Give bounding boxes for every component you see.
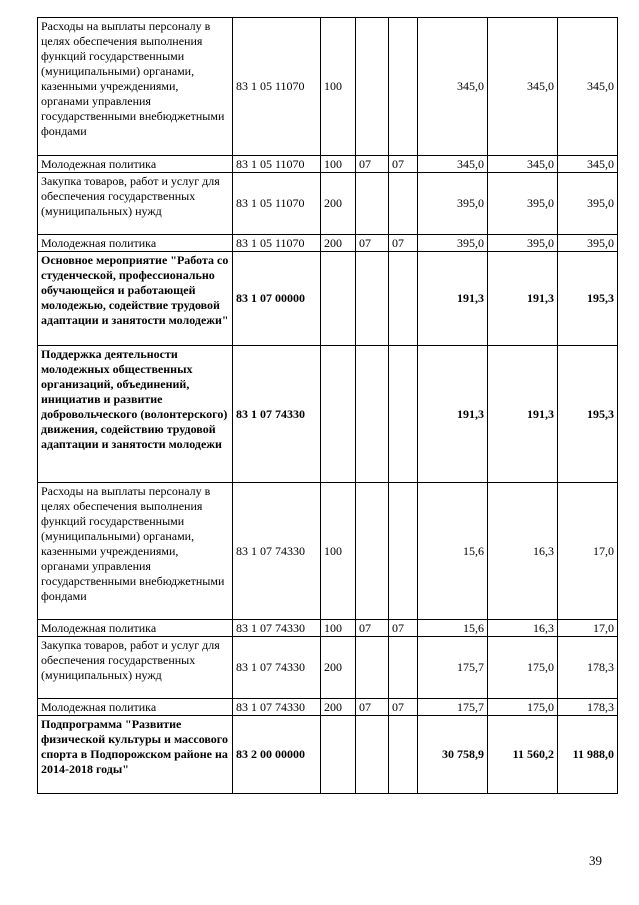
table-row [38,346,618,483]
row-vr: 100 [321,18,356,156]
row-rz: 07 [356,235,389,252]
row-sum-1: 15,6 [418,620,488,637]
table-row [38,173,618,235]
row-sum-3: 17,0 [558,620,618,637]
row-sum-2: 16,3 [488,483,558,620]
row-vr: 100 [321,483,356,620]
row-sum-3: 345,0 [558,156,618,173]
row-sum-2: 345,0 [488,18,558,156]
row-name: Молодежная политика [38,620,233,637]
row-name: Подпрограмма "Развитие физической культуры и массового спорта в Подпорожском районе на 2014-2018 годы" [38,716,233,794]
row-pr: 07 [389,235,418,252]
row-rz [356,18,389,156]
row-sum-3: 195,3 [558,346,618,483]
row-name: Закупка товаров, работ и услуг для обеспечения государственных (муниципальных) нужд [38,637,233,699]
row-vr: 200 [321,699,356,716]
row-name: Закупка товаров, работ и услуг для обеспечения государственных (муниципальных) нужд [38,173,233,235]
row-csr: 83 1 07 74330 [233,699,321,716]
row-sum-1: 175,7 [418,699,488,716]
row-csr: 83 1 07 74330 [233,620,321,637]
row-csr: 83 1 07 74330 [233,637,321,699]
row-sum-2: 16,3 [488,620,558,637]
row-sum-3: 395,0 [558,235,618,252]
row-sum-2: 345,0 [488,156,558,173]
row-pr [389,637,418,699]
table-row [38,699,618,716]
row-csr: 83 1 07 74330 [233,346,321,483]
row-name: Молодежная политика [38,156,233,173]
row-csr: 83 1 05 11070 [233,235,321,252]
row-sum-1: 15,6 [418,483,488,620]
row-sum-2: 395,0 [488,173,558,235]
row-rz [356,346,389,483]
row-sum-3: 178,3 [558,637,618,699]
row-pr [389,716,418,794]
row-sum-1: 345,0 [418,18,488,156]
table-row [38,716,618,794]
row-sum-3: 178,3 [558,699,618,716]
row-sum-3: 11 988,0 [558,716,618,794]
row-vr: 100 [321,620,356,637]
row-sum-2: 191,3 [488,252,558,346]
row-name: Расходы на выплаты персоналу в целях обеспечения выполнения функций государственными (муниципальными) органами, казенными учреждениями, органами управления государственными внебюджетными фондами [38,18,233,156]
table-row [38,637,618,699]
row-rz [356,716,389,794]
row-rz: 07 [356,620,389,637]
row-csr: 83 1 05 11070 [233,18,321,156]
row-vr: 200 [321,235,356,252]
row-pr [389,18,418,156]
row-csr: 83 2 00 00000 [233,716,321,794]
row-vr: 100 [321,156,356,173]
row-rz: 07 [356,699,389,716]
row-pr [389,252,418,346]
row-rz [356,173,389,235]
table-row [38,156,618,173]
row-vr: 200 [321,173,356,235]
table-row [38,483,618,620]
row-sum-2: 395,0 [488,235,558,252]
row-pr: 07 [389,156,418,173]
row-sum-1: 395,0 [418,235,488,252]
budget-table [37,17,618,794]
row-sum-2: 175,0 [488,699,558,716]
row-sum-2: 11 560,2 [488,716,558,794]
row-csr: 83 1 07 74330 [233,483,321,620]
row-csr: 83 1 05 11070 [233,173,321,235]
row-csr: 83 1 07 00000 [233,252,321,346]
row-sum-3: 195,3 [558,252,618,346]
row-pr [389,483,418,620]
row-vr [321,346,356,483]
row-sum-1: 345,0 [418,156,488,173]
row-sum-1: 395,0 [418,173,488,235]
table-row [38,620,618,637]
page-number: 39 [589,853,602,868]
row-name: Основное мероприятие "Работа со студенческой, профессионально обучающейся и работающей молодежью, содействие трудовой адаптации и занятости молодежи" [38,252,233,346]
row-sum-1: 175,7 [418,637,488,699]
row-rz [356,252,389,346]
row-name: Поддержка деятельности молодежных общественных организаций, объединений, инициатив и развитие добровольческого (волонтерского) движения, содействию трудовой адаптации и занятости молодежи [38,346,233,483]
row-sum-1: 191,3 [418,252,488,346]
row-sum-2: 175,0 [488,637,558,699]
table-row [38,18,618,156]
row-rz: 07 [356,156,389,173]
table-body [38,18,618,794]
row-name: Молодежная политика [38,699,233,716]
row-sum-3: 17,0 [558,483,618,620]
row-vr: 200 [321,637,356,699]
row-sum-3: 345,0 [558,18,618,156]
row-sum-1: 191,3 [418,346,488,483]
row-name: Молодежная политика [38,235,233,252]
row-csr: 83 1 05 11070 [233,156,321,173]
row-rz [356,483,389,620]
row-vr [321,716,356,794]
row-vr [321,252,356,346]
row-rz [356,637,389,699]
row-sum-2: 191,3 [488,346,558,483]
row-pr: 07 [389,620,418,637]
row-pr [389,173,418,235]
row-pr [389,346,418,483]
row-sum-1: 30 758,9 [418,716,488,794]
row-sum-3: 395,0 [558,173,618,235]
table-row [38,252,618,346]
row-pr: 07 [389,699,418,716]
table-row [38,235,618,252]
row-name: Расходы на выплаты персоналу в целях обеспечения выполнения функций государственными (муниципальными) органами, казенными учреждениями, органами управления государственными внебюджетными фондами [38,483,233,620]
